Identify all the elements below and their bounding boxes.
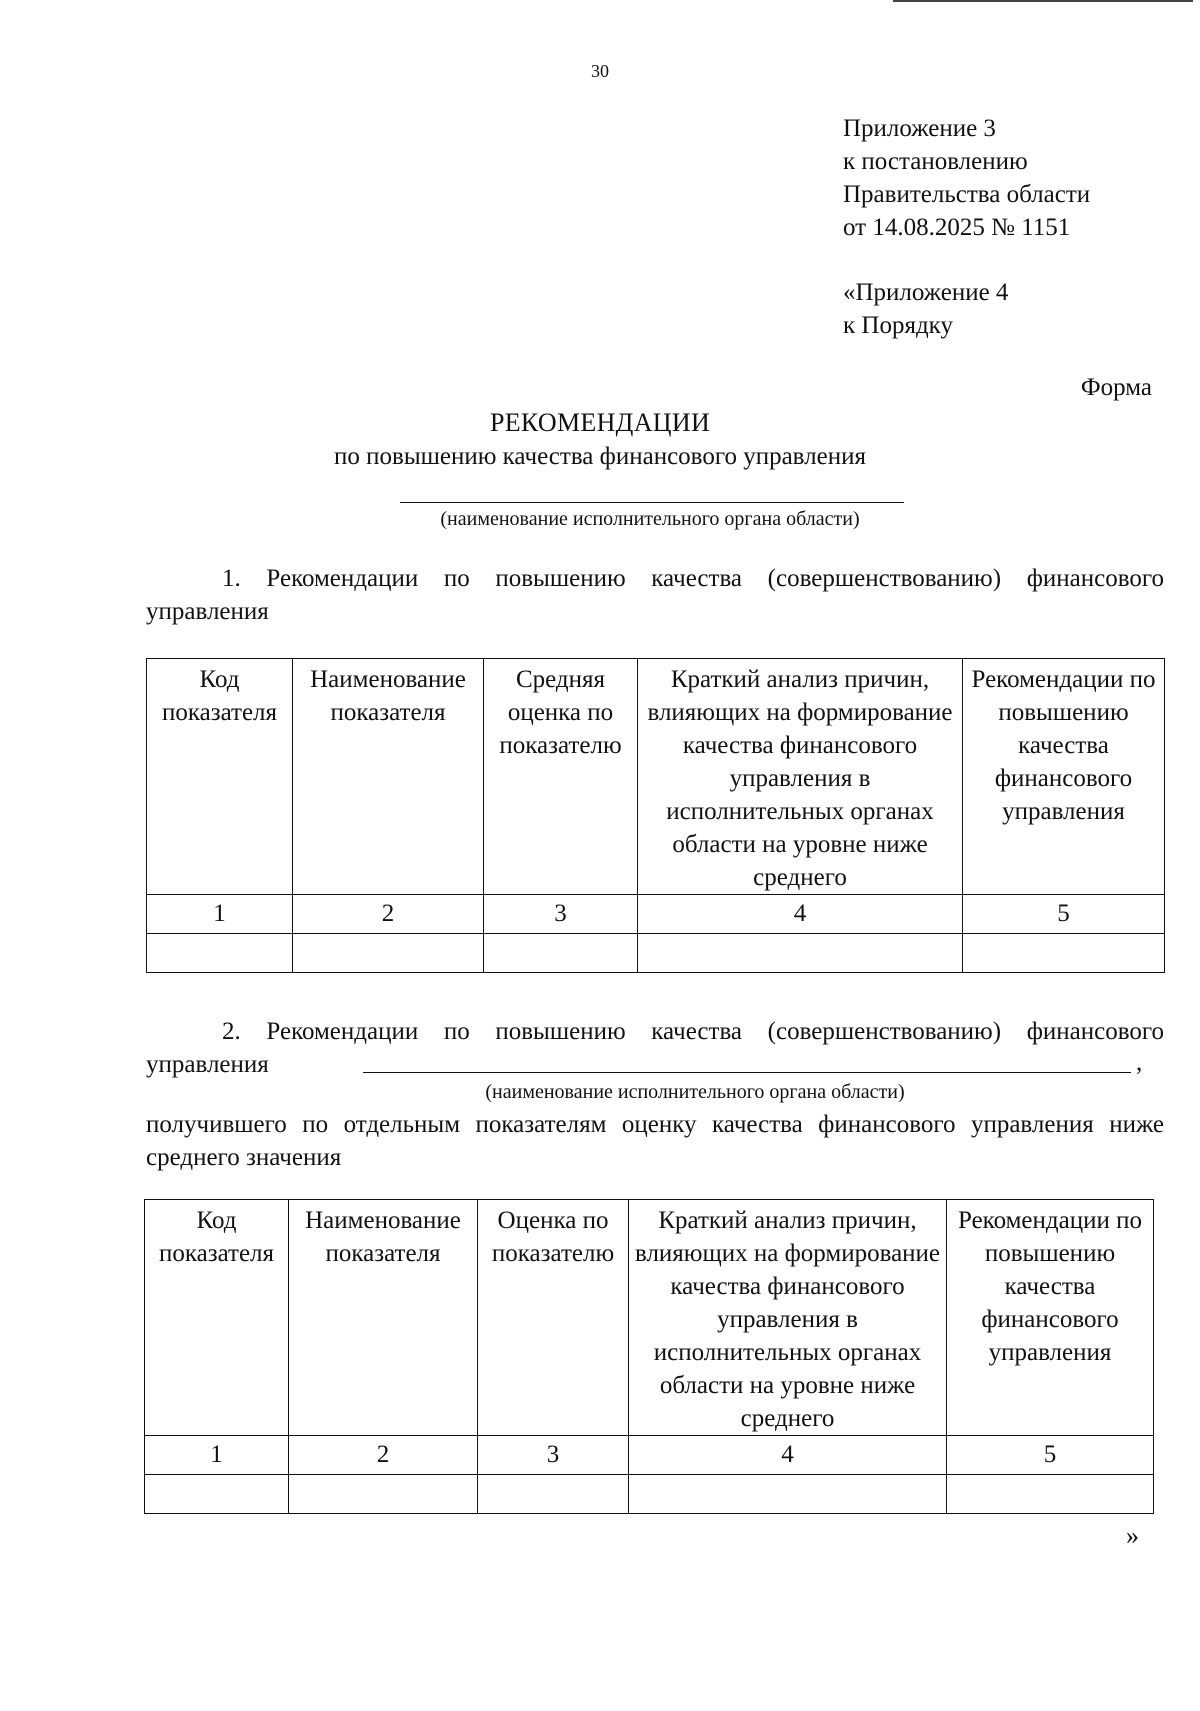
order-line: к Порядку [843, 312, 953, 339]
document-title: РЕКОМЕНДАЦИИ [489, 408, 711, 437]
document-subtitle: по повышению качества финансового управления [334, 443, 866, 470]
header-cell: Код показателя [145, 1200, 289, 1436]
column-number: 5 [963, 895, 1165, 934]
table-empty-row [145, 1475, 1154, 1514]
header-cell: Наименование показателя [293, 659, 484, 895]
recommendations-table-2 [144, 1199, 1154, 1514]
organ-name-caption-2: (наименование исполнительного органа области) [485, 1081, 905, 1103]
empty-cell [947, 1475, 1154, 1514]
header-cell: Код показателя [147, 659, 293, 895]
order-line: «Приложение 4 [843, 279, 1009, 306]
column-number: 1 [145, 1436, 289, 1475]
approval-line: к постановлению [843, 148, 1028, 175]
empty-cell [147, 934, 293, 973]
column-number: 2 [293, 895, 484, 934]
approval-block [843, 112, 1090, 244]
empty-cell [145, 1475, 289, 1514]
approval-line: Правительства области [843, 181, 1091, 208]
section-1-text: 1. Рекомендации по повышению качества (совершенствованию) финансового управления [146, 565, 1164, 625]
table-number-row [147, 895, 1165, 934]
header-cell: Оценка по показателю [478, 1200, 629, 1436]
approval-line: от 14.08.2025 № 1151 [843, 214, 1071, 241]
closing-quote-mark: » [1126, 1521, 1139, 1550]
table-number-row [145, 1436, 1154, 1475]
empty-cell [484, 934, 638, 973]
comma-mark: , [1136, 1049, 1143, 1076]
page-number: 30 [591, 61, 609, 81]
section-1-paragraph [146, 562, 1164, 628]
form-label: Форма [1080, 374, 1152, 401]
column-number: 4 [638, 895, 963, 934]
column-number: 3 [484, 895, 638, 934]
section-2-text: 2. Рекомендации по повышению качества (совершенствованию) финансового управления [146, 1018, 1164, 1078]
header-cell: Краткий анализ причин, влияющих на формирование качества финансового управления в исполнительных органах области на уровне ниже среднего [629, 1200, 947, 1436]
column-number: 2 [289, 1436, 478, 1475]
section-2-continuation: получившего по отдельным показателям оценку качества финансового управления ниже среднего значения [146, 1111, 1164, 1171]
header-cell: Краткий анализ причин, влияющих на формирование качества финансового управления в исполнительных органах области на уровне ниже среднего [638, 659, 963, 895]
order-appendix-block [843, 276, 1008, 342]
column-number: 5 [947, 1436, 1154, 1475]
empty-cell [629, 1475, 947, 1514]
header-cell: Наименование показателя [289, 1200, 478, 1436]
header-cell: Средняя оценка по показателю [484, 659, 638, 895]
table-empty-row [147, 934, 1165, 973]
column-number: 4 [629, 1436, 947, 1475]
recommendations-table-1 [146, 658, 1165, 973]
approval-line: Приложение 3 [843, 115, 996, 142]
organ-name-caption: (наименование исполнительного органа области) [440, 508, 860, 530]
column-number: 1 [147, 895, 293, 934]
empty-cell [293, 934, 484, 973]
empty-cell [289, 1475, 478, 1514]
empty-cell [478, 1475, 629, 1514]
header-cell: Рекомендации по повышению качества финансового управления [963, 659, 1165, 895]
table-header-row [147, 659, 1165, 895]
header-cell: Рекомендации по повышению качества финансового управления [947, 1200, 1154, 1436]
empty-cell [638, 934, 963, 973]
organ-name-blank-line-2 [363, 1072, 1131, 1073]
column-number: 3 [478, 1436, 629, 1475]
organ-name-blank-line [400, 502, 904, 503]
table-header-row [145, 1200, 1154, 1436]
top-edge-rule [893, 0, 1193, 2]
empty-cell [963, 934, 1165, 973]
